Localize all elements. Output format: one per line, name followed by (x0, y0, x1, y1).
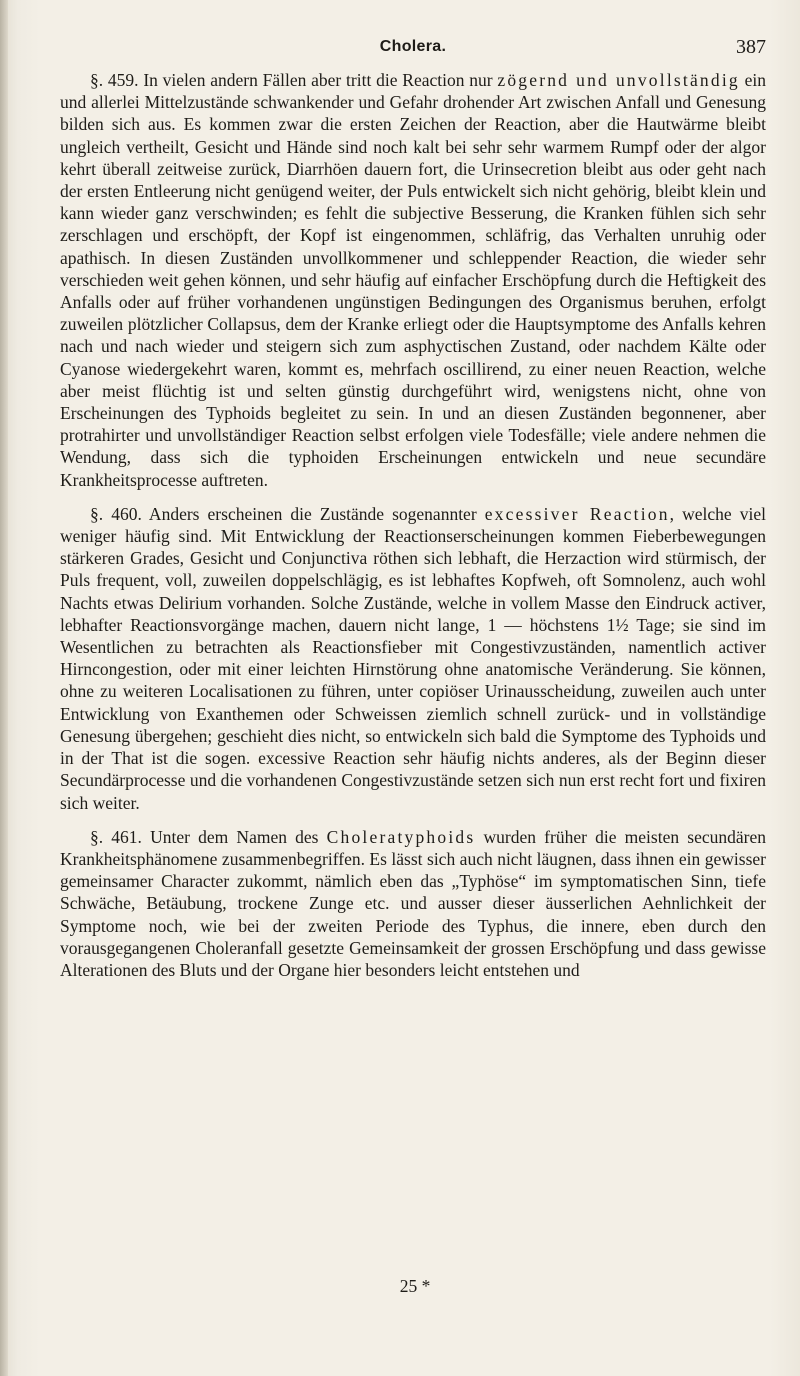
gutter-shadow (0, 0, 8, 1376)
paragraph-text: ein und allerlei Mittelzustände schwankender und Gefahr drohender Art zwischen Anfall und Genesung bilden sich aus. Es kommen zwar die ersten Zeichen der Reaction, aber die Hautwärme bleibt ungleich vertheilt, Gesicht und Hände sind noch kalt bei sehr sehr warmem Rumpf oder der algor kehrt überall zeitweise zurück, Diarrhöen dauern fort, die Urinsecretion bleibt aus oder geht nach der ersten Entleerung nicht genügend weiter, der Puls entwickelt sich nicht gehörig, bleibt klein und kann wieder ganz verschwinden; es fehlt die subjective Besserung, die Kranken fühlen sich sehr zerschlagen und erschöpft, der Kopf ist eingenommen, schläfrig, das Verhalten unruhig oder apathisch. In diesen Zuständen unvollkommener und schleppender Reaction, die wieder sehr verschieden weit gehen können, und sehr häufig auf einfacher Erschöpfung durch die Heftigkeit des Anfalls oder auf früher vorhandenen ungünstigen Bedingungen des Organismus beruhen, erfolgt zuweilen plötzlicher Collapsus, dem der Kranke erliegt oder die Hauptsymptome des Anfalls kehren nach und nach wieder und steigern sich zum asphyctischen Zustand, oder nachdem Kälte oder Cyanose wiedergekehrt waren, kommt es, mehrfach oscillirend, zu einer neuen Reaction, welche aber meist flüchtig ist und selten günstig durchgeführt wird, wenigstens nicht, ohne von Erscheinungen des Typhoids begleitet zu sein. In und an diesen Zuständen begonnener, aber protrahirter und unvollständiger Reaction selbst erfolgen viele Todesfälle; viele andere nehmen die Wendung, dass sich die typhoiden Erscheinungen entwickeln und neue secundäre Krankheitsprocesse auftreten. (60, 70, 767, 490)
page-header (60, 36, 766, 66)
paragraph-461 (60, 826, 766, 981)
paragraph-text: wurden früher die meisten secundären Krankheitsphänomene zusammenbegriffen. Es lässt sich auch nicht läugnen, dass ihnen ein gewisser gemeinsamer Character zukommt, nämlich eben das „Typhöse“ im symptomatischen Sinn, tiefe Schwäche, Betäubung, trockene Zunge etc. und ausser dieser äusserlichen Aehnlichkeit der Symptome noch, wie bei der zweiten Periode des Typhus, die innere, eben durch den vorausgegangenen Choleranfall gesetzte Gemeinsamkeit der grossen Erschöpfung und dass gewisse Alterationen des Bluts und der Organe hier besonders leicht entstehen und (60, 826, 766, 980)
spaced-emphasis: excessiver Reaction (484, 503, 670, 524)
running-head: Cholera. (379, 38, 447, 55)
paragraph-459 (60, 69, 766, 491)
paragraph-460 (60, 503, 766, 814)
paragraph-lead: §. 460. Anders erscheinen die Zustände sogenannter (90, 503, 485, 524)
signature-text: 25 * (399, 1276, 431, 1296)
spaced-emphasis: zögernd und unvollständig (497, 70, 740, 90)
text-body (60, 69, 766, 993)
page-number: 387 (736, 36, 766, 58)
paragraph-lead: §. 461. Unter dem Namen des (90, 826, 327, 847)
paragraph-lead: §. 459. In vielen andern Fällen aber tritt die Reaction nur (90, 70, 498, 90)
paragraph-text: , welche viel weniger häufig sind. Mit Entwicklung der Reactionserscheinungen kommen Fieberbewegungen stärkeren Grades, Gesicht und Conjunctiva röthen sich lebhaft, die Herzaction wird stürmisch, der Puls frequent, voll, zuweilen doppelschlägig, es ist lebhaftes Kopfweh, oft Somnolenz, auch wohl Nachts etwas Delirium vorhanden. Solche Zustände, welche in vollem Masse den Eindruck activer, lebhafter Reactionsvorgänge machen, dauern nicht lange, 1 — höchstens 1½ Tage; sie sind im Wesentlichen zu betrachten als Reactionsfieber mit Congestivzuständen, namentlich activer Hirncongestion, oder mit einer leichten Hirnstörung ohne anatomische Veränderung. Sie können, ohne zu weiteren Localisationen zu führen, unter copiöser Urinausscheidung, zuweilen auch unter Entwicklung von Exanthemen oder Schweissen ziemlich schnell zurück- und in vollständige Genesung übergehen; geschieht dies nicht, so entwickeln sich bald die Symptome des Typhoids und in der That ist die sogen. excessive Reaction sehr häufig nichts anderes, als der Beginn dieser Secundärprocesse und die vorhandenen Congestivzustände setzen sich nun erst recht fort und fixiren sich weiter. (60, 503, 766, 813)
signature-mark (0, 1276, 800, 1297)
spaced-emphasis: Choleratyphoids (326, 826, 476, 847)
